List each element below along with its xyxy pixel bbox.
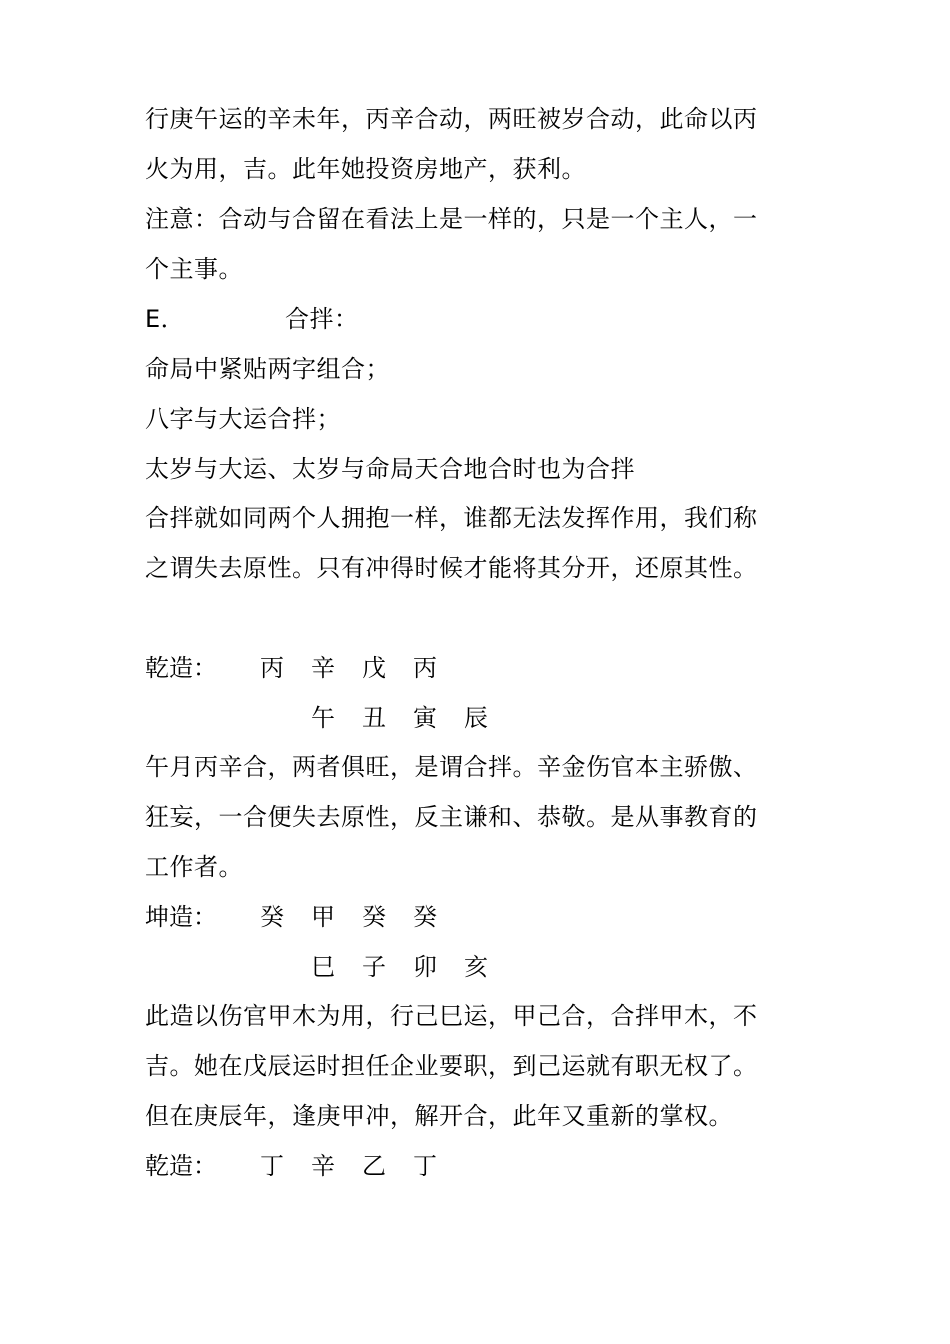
heavenly-stem: 丁 xyxy=(260,1152,284,1180)
earthly-branch: 辰 xyxy=(464,704,488,732)
text-line: 合拌就如同两个人拥抱一样，谁都无法发挥作用，我们称 xyxy=(145,504,758,532)
text-line: 午月丙辛合，两者俱旺，是谓合拌。辛金伤官本主骄傲、 xyxy=(145,753,758,781)
earthly-branch: 巳 xyxy=(311,953,335,981)
earthly-branch: 午 xyxy=(311,704,335,732)
rule-item: 命局中紧贴两字组合； xyxy=(145,355,390,383)
chart-label: 乾造： xyxy=(145,1152,217,1180)
heavenly-stem: 甲 xyxy=(311,903,335,931)
text-line: 吉。她在戊辰运时担任企业要职，到己运就有职无权了。 xyxy=(145,1052,758,1080)
heavenly-stem: 丁 xyxy=(413,1152,437,1180)
section-letter: E． xyxy=(145,305,186,333)
text-line: 此造以伤官甲木为用，行己巳运，甲己合，合拌甲木，不 xyxy=(145,1002,758,1030)
heavenly-stem: 辛 xyxy=(311,1152,335,1180)
earthly-branch: 子 xyxy=(362,953,386,981)
earthly-branch: 卯 xyxy=(413,953,437,981)
section-title: 合拌： xyxy=(285,305,359,333)
text-line: 行庚午运的辛未年，丙辛合动，两旺被岁合动，此命以丙 xyxy=(145,105,758,133)
chart-label: 乾造： xyxy=(145,654,217,682)
earthly-branch: 寅 xyxy=(413,704,437,732)
heavenly-stem: 癸 xyxy=(362,903,386,931)
earthly-branch: 亥 xyxy=(464,953,488,981)
heavenly-stem: 丙 xyxy=(413,654,437,682)
chart-label: 坤造： xyxy=(145,903,217,931)
text-line: 注意：合动与合留在看法上是一样的，只是一个主人，一 xyxy=(145,205,758,233)
heavenly-stem: 戊 xyxy=(362,654,386,682)
rule-item: 八字与大运合拌； xyxy=(145,405,341,433)
earthly-branch: 丑 xyxy=(362,704,386,732)
rule-item: 太岁与大运、太岁与命局天合地合时也为合拌 xyxy=(145,455,635,483)
heavenly-stem: 乙 xyxy=(362,1152,386,1180)
heavenly-stem: 辛 xyxy=(311,654,335,682)
text-line: 个主事。 xyxy=(145,255,243,283)
text-line: 但在庚辰年，逢庚甲冲，解开合，此年又重新的掌权。 xyxy=(145,1102,733,1130)
heavenly-stem: 癸 xyxy=(413,903,437,931)
text-line: 之谓失去原性。只有冲得时候才能将其分开，还原其性。 xyxy=(145,554,758,582)
text-line: 工作者。 xyxy=(145,853,243,881)
text-line: 火为用，吉。此年她投资房地产，获利。 xyxy=(145,155,586,183)
heavenly-stem: 丙 xyxy=(260,654,284,682)
heavenly-stem: 癸 xyxy=(260,903,284,931)
text-line: 狂妄，一合便失去原性，反主谦和、恭敬。是从事教育的 xyxy=(145,803,758,831)
